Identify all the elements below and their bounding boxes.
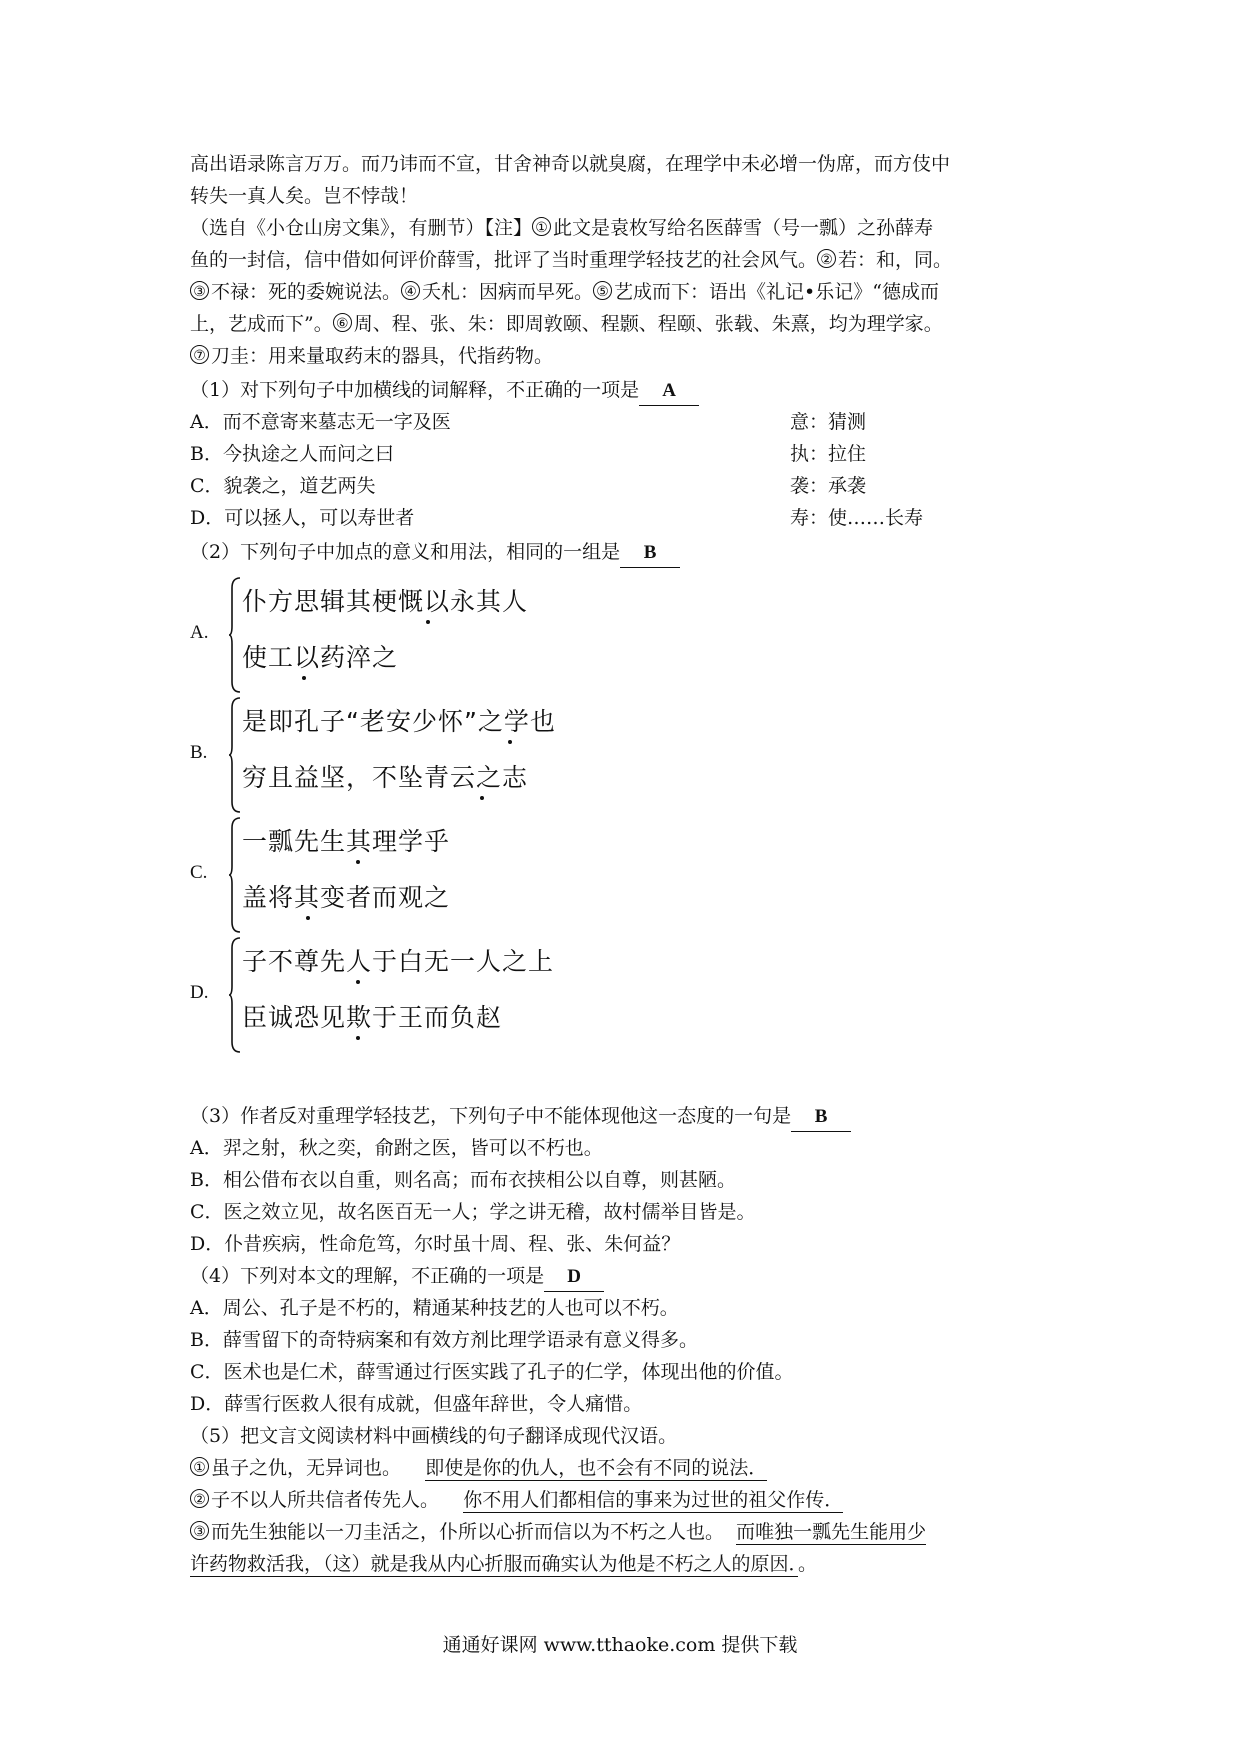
emphasis-dot [356,860,360,864]
note-mark: ⑦ [190,345,209,364]
emphasis-dot [426,620,430,624]
answer-blank: B [620,539,680,568]
note-mark: ⑥ [333,313,352,332]
note-text: 此文是袁枚写给名医薛雪（号一瓢）之孙薛寿 [553,217,934,239]
option-row: C．医术也是仁术，薛雪通过行医实践了孔子的仁学，体现出他的价值。 [190,1361,794,1383]
emphasis-dot [508,740,512,744]
option-sentence: 臣诚恐见欺于王而负赵 [242,1003,503,1032]
question-stem [190,1262,604,1292]
translation-answer: 你不用人们都相信的事来为过世的祖父作传． [463,1489,844,1511]
option-text: A． [190,411,223,433]
item-mark: ① [190,1457,209,1476]
option-sentence: 是即孔子“老安少怀”之学也 [242,707,556,736]
note-text: 不禄：死的委婉说法。 [211,281,402,303]
translation-answer: 即使是你的仇人，也不会有不同的说法． [425,1457,768,1479]
question-text: （4）下列对本文的理解，不正确的一项是 [190,1265,545,1287]
option-group [190,936,790,1054]
emphasis-dot [356,1036,360,1040]
answer-blank: A [639,377,699,406]
question-stem [190,1102,851,1132]
notes-line [190,310,943,338]
source-sentence: 虽子之仇，无异词也。 [211,1457,402,1479]
note-text: 刀圭：用来量取药末的器具，代指药物。 [211,345,554,367]
option-sentence: 子不尊先人于白无一人之上 [242,947,555,976]
option-sentence: 使工以药淬之 [242,643,399,672]
option-group [190,576,790,694]
option-row: D．薛雪行医救人很有成就，但盛年辞世，令人痛惜。 [190,1393,643,1415]
option-gloss: 意：猜测 [790,411,867,433]
question-text: （3）作者反对重理学轻技艺，下列句子中不能体现他这一态度的一句是 [190,1105,792,1127]
option-label: D. [190,982,209,1003]
option-row: D．仆昔疾病，性命危笃，尔时虽十周、程、张、朱何益？ [190,1233,681,1255]
translation-row [190,1550,817,1578]
option-text: C． [190,475,224,497]
emphasis-dot [356,980,360,984]
brace-icon [228,576,242,694]
brace-icon [228,696,242,814]
question-stem: （5）把文言文阅读材料中画横线的句子翻译成现代汉语。 [190,1425,678,1447]
option-row: B．相公借布衣以自重，则名高；而布衣挟相公以自尊，则甚陋。 [190,1169,736,1191]
item-mark: ② [190,1489,209,1508]
emphasis-dot [302,676,306,680]
source-sentence: 而先生独能以一刀圭活之，仆所以心折而信以为不朽之人也。 [211,1521,725,1543]
option-gloss: 寿：使……长寿 [790,507,924,529]
emphasis-dot [480,796,484,800]
option-row: C．医之效立见，故名医百无一人；学之讲无稽，故村儒举目皆是。 [190,1201,756,1223]
option-gloss: 执：拉住 [790,443,867,465]
option-row [190,504,990,532]
option-row: B．薛雪留下的奇特病案和有效方剂比理学语录有意义得多。 [190,1329,698,1351]
notes-label: 【注】 [484,217,533,239]
option-group [190,816,790,934]
note-text: 艺成而下：语出《礼记•乐记》“德成而 [614,281,939,303]
question-text: （2）下列句子中加点的意义和用法，相同的一组是 [190,541,621,563]
brace-icon [228,816,242,934]
note-text: 上，艺成而下”。 [190,313,333,335]
option-text: 而不意寄来墓志无一字及医 [222,411,451,433]
option-label: C. [190,862,208,883]
sentence-end: 。 [798,1553,818,1575]
brace-icon [228,936,242,1054]
option-sentence: 盖将其变者而观之 [242,883,451,912]
option-sentence: 穷且益坚，不坠青云之志 [242,763,529,792]
note-mark: ③ [190,281,209,300]
option-sentence: 一瓢先生其理学乎 [242,827,451,856]
page-footer: 通通好课网 www.tthaoke.com 提供下载 [442,1634,798,1656]
option-row [190,408,990,436]
option-row [190,472,990,500]
option-text: B． [190,443,223,465]
notes-line [190,278,939,306]
translation-row [190,1454,767,1482]
option-label: A. [190,622,209,643]
translation-row [190,1486,843,1514]
item-mark: ③ [190,1521,209,1540]
question-stem [190,376,699,406]
answer-blank: B [791,1103,851,1132]
translation-answer: 而唯独一瓢先生能用少 [736,1521,927,1543]
option-row: A．羿之射，秋之奕，俞跗之医，皆可以不朽也。 [190,1137,603,1159]
notes-line [190,342,553,370]
note-mark: ④ [401,281,420,300]
translation-row [190,1518,926,1546]
option-text: 今执途之人而问之曰 [222,443,394,465]
source-citation: （选自《小仓山房文集》，有删节） [190,217,485,239]
question-text: （1）对下列句子中加横线的词解释，不正确的一项是 [190,379,640,401]
notes-line [190,246,952,274]
option-text: 貌袭之，道艺两失 [223,475,376,497]
option-group [190,696,790,814]
option-text: 可以拯人，可以寿世者 [224,507,415,529]
passage-line: 转失一真人矣。岂不悖哉！ [190,185,419,207]
source-sentence: 子不以人所共信者传先人。 [211,1489,440,1511]
option-text: D． [190,507,225,529]
option-label: B. [190,742,208,763]
option-sentence: 仆方思辑其梗慨以永其人 [242,587,529,616]
option-row [190,440,990,468]
option-gloss: 袭：承袭 [790,475,867,497]
passage-line: 高出语录陈言万万。而乃讳而不宣，甘舍神奇以就臭腐，在理学中未必增一伪席，而方伎中 [190,153,951,175]
note-text: 夭札：因病而早死。 [422,281,594,303]
option-row: A．周公、孔子是不朽的，精通某种技艺的人也可以不朽。 [190,1297,679,1319]
note-text: 周、程、张、朱：即周敦颐、程颢、程颐、张载、朱熹，均为理学家。 [353,313,943,335]
note-text: 鱼的一封信，信中借如何评价薛雪，批评了当时重理学轻技艺的社会风气。 [190,249,818,271]
emphasis-dot [306,916,310,920]
question-stem [190,538,680,568]
note-text: 若：和，同。 [838,249,953,271]
note-mark: ② [817,249,836,268]
note-mark: ⑤ [593,281,612,300]
translation-answer: 许药物救活我，（这）就是我从内心折服而确实认为他是不朽之人的原因． [190,1553,799,1575]
answer-blank: D [544,1263,604,1292]
note-mark: ① [532,217,551,236]
notes-line [190,214,933,242]
